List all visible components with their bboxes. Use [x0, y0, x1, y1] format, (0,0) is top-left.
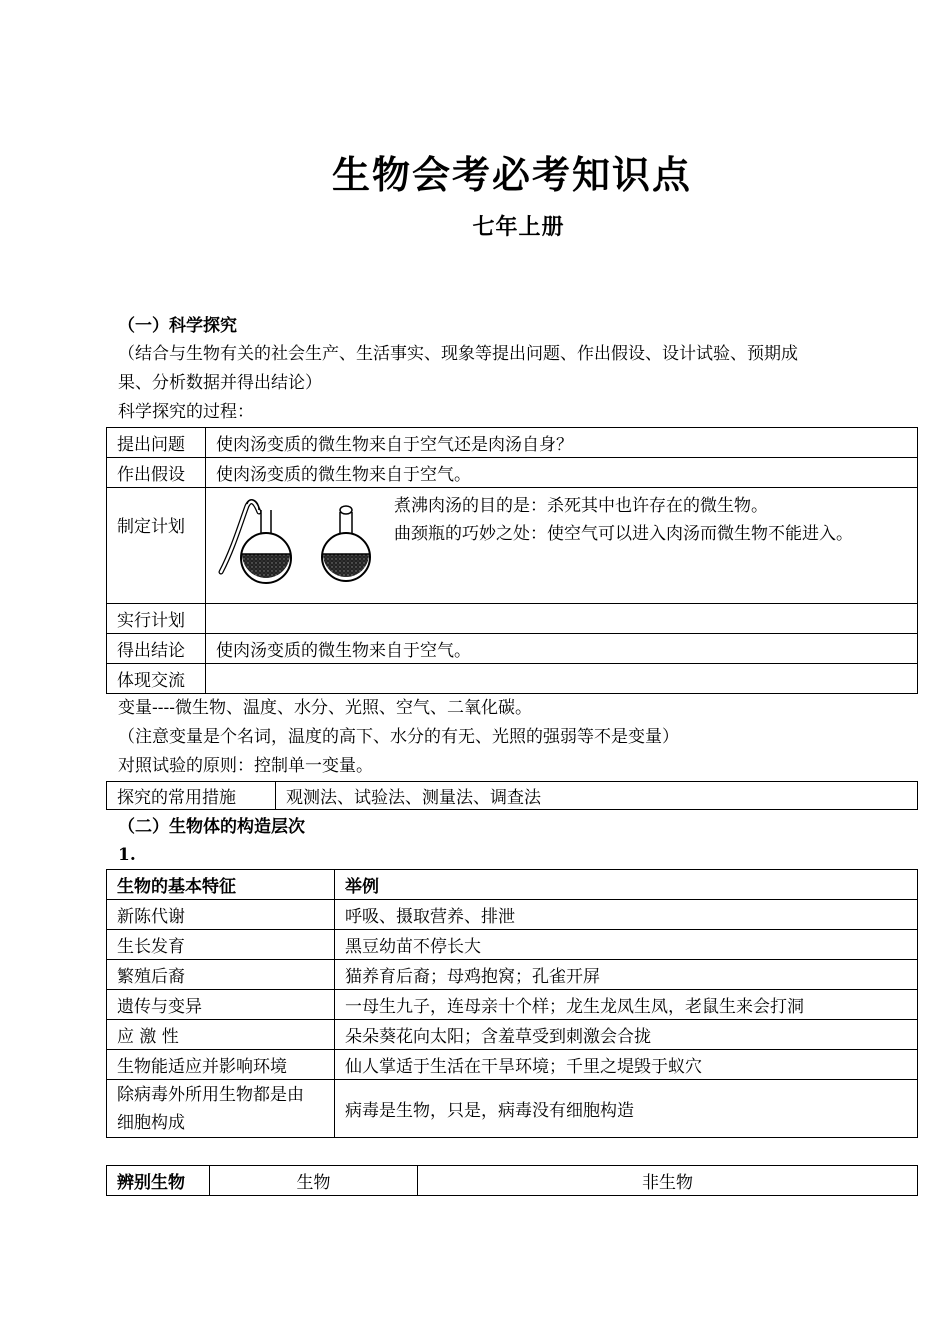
table-row: [107, 488, 918, 604]
table-row: [107, 664, 918, 694]
methods-label: 探究的常用措施: [107, 782, 276, 810]
row-content: 使肉汤变质的微生物来自于空气。: [206, 458, 918, 488]
methods-content: 观测法、试验法、测量法、调查法: [276, 782, 918, 810]
characteristics-table: [106, 869, 918, 1138]
swan-neck-flask-illustration: [211, 494, 396, 594]
table-row: [107, 960, 918, 990]
table-row: [107, 930, 918, 960]
header-example: 举例: [335, 870, 918, 900]
characteristic-cell: 遗传与变异: [107, 990, 335, 1020]
row-label: 实行计划: [107, 604, 206, 634]
methods-table: [106, 781, 918, 810]
row-label: 提出问题: [107, 428, 206, 458]
table-row: [107, 900, 918, 930]
row-label: 得出结论: [107, 634, 206, 664]
example-cell: 一母生九子，连母亲十个样；龙生龙凤生凤，老鼠生来会打洞: [335, 990, 918, 1020]
section2-heading: （二）生物体的构造层次: [118, 817, 305, 837]
table-row: [107, 634, 918, 664]
characteristic-cell: 繁殖后裔: [107, 960, 335, 990]
section1-note-line1: （结合与生物有关的社会生产、生活事实、现象等提出问题、作出假设、设计试验、预期成: [118, 344, 798, 364]
characteristic-cell: 生物能适应并影响环境: [107, 1050, 335, 1080]
table-row: [107, 428, 918, 458]
row-content: [206, 664, 918, 694]
process-table: [106, 427, 918, 694]
row-label: 体现交流: [107, 664, 206, 694]
process-label: 科学探究的过程：: [118, 402, 254, 422]
page-title: 生物会考必考知识点: [331, 153, 692, 197]
living-column: 生物: [210, 1166, 418, 1196]
table-row: [107, 782, 918, 810]
example-cell: 朵朵葵花向太阳；含羞草受到刺激会合拢: [335, 1020, 918, 1050]
nonliving-column: 非生物: [418, 1166, 918, 1196]
row-content: 使肉汤变质的微生物来自于空气。: [206, 634, 918, 664]
example-cell: 病毒是生物，只是，病毒没有细胞构造: [335, 1080, 918, 1138]
page-subtitle: 七年上册: [472, 215, 565, 240]
variables-note: （注意变量是个名词，温度的高下、水分的有无、光照的强弱等不是变量）: [118, 727, 679, 747]
plan-text: [394, 492, 914, 548]
table-row: [107, 1080, 918, 1138]
characteristic-cell: 生长发育: [107, 930, 335, 960]
characteristic-cell: 新陈代谢: [107, 900, 335, 930]
table-row: [107, 990, 918, 1020]
variables-text: 变量----微生物、温度、水分、光照、空气、二氧化碳。: [118, 698, 532, 718]
table-row: [107, 1166, 918, 1196]
characteristic-cell: 除病毒外所用生物都是由细胞构成: [107, 1080, 335, 1138]
swan-neck-purpose-text: 曲颈瓶的巧妙之处：使空气可以进入肉汤而微生物不能进入。: [394, 524, 853, 544]
table-row: [107, 1020, 918, 1050]
section1-heading: （一）科学探究: [118, 316, 237, 336]
example-cell: 黑豆幼苗不停长大: [335, 930, 918, 960]
section2-number: 1.: [118, 845, 136, 865]
straight-neck-flask-icon: [322, 506, 370, 581]
table-row: [107, 458, 918, 488]
row-content: [206, 604, 918, 634]
section1-note-line2: 果、分析数据并得出结论）: [118, 373, 322, 393]
header-characteristic: 生物的基本特征: [107, 870, 335, 900]
table-row: [107, 604, 918, 634]
table-header-row: [107, 870, 918, 900]
boil-purpose-text: 煮沸肉汤的目的是：杀死其中也许存在的微生物。: [394, 496, 768, 516]
row-label: 作出假设: [107, 458, 206, 488]
control-principle: 对照试验的原则：控制单一变量。: [118, 756, 373, 776]
example-cell: 呼吸、摄取营养、排泄: [335, 900, 918, 930]
table-row: [107, 1050, 918, 1080]
swan-neck-flask-icon: [221, 500, 291, 583]
plan-cell: [206, 488, 918, 604]
row-label: 制定计划: [107, 488, 206, 604]
characteristic-cell: 应 激 性: [107, 1020, 335, 1050]
distinguish-label: 辨别生物: [107, 1166, 210, 1196]
example-cell: 仙人掌适于生活在干旱环境；千里之堤毁于蚁穴: [335, 1050, 918, 1080]
distinguish-table: [106, 1165, 918, 1196]
example-cell: 猫养育后裔；母鸡抱窝；孔雀开屏: [335, 960, 918, 990]
row-content: 使肉汤变质的微生物来自于空气还是肉汤自身？: [206, 428, 918, 458]
